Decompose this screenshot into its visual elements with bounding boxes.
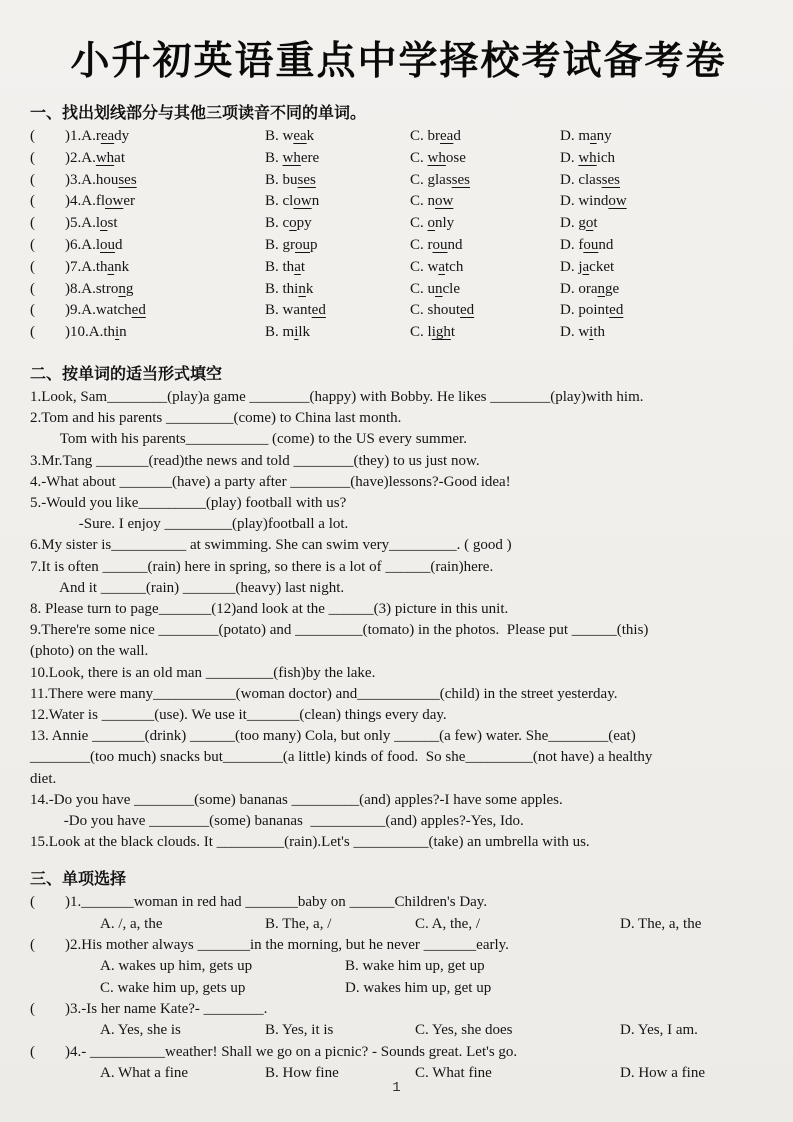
underlined-part: ed (311, 302, 326, 319)
fill-blank-line: 12.Water is _______(use). We use it_______(clean) things every day. (30, 707, 447, 724)
option-c: C. Yes, she does (415, 1022, 513, 1039)
answer-bracket: ( (30, 128, 35, 144)
option-d: D. window (560, 193, 627, 210)
fill-blank-line: diet. (30, 770, 57, 787)
option-a: A. What a fine (100, 1064, 189, 1081)
underlined-part: o (289, 215, 297, 232)
question-row (30, 148, 767, 170)
underlined-part: a (294, 258, 301, 275)
section1-pronunciation-questions (30, 126, 767, 344)
option-c: C. watch (410, 258, 464, 275)
answer-bracket: ( (30, 302, 35, 319)
options-row (100, 1020, 767, 1041)
fill-blank-line: 13. Annie _______(drink) ______(too many) Cola, but only ______(a few) water. She________(eat) (30, 728, 636, 745)
underlined-part: ow (105, 193, 124, 210)
option-b: B. How fine (265, 1064, 339, 1081)
underlined-part: n (435, 280, 443, 297)
option-b: B. The, a, / (265, 915, 332, 932)
underlined-part: i (294, 324, 299, 341)
option-c: C. glasses (410, 171, 471, 188)
option-a: )6.A.loud (65, 236, 123, 253)
underlined-part: a (582, 258, 590, 275)
option-c: C. round (410, 236, 463, 253)
option-c: C. bread (410, 128, 461, 144)
option-b: B. group (265, 236, 318, 253)
fill-blank-line: 8. Please turn to page_______(12)and look at the ______(3) picture in this unit. (30, 601, 509, 617)
question-stem-row (30, 935, 767, 956)
option-b: B. milk (265, 324, 311, 341)
option-d: D. found (560, 236, 614, 253)
option-c: C. only (410, 215, 455, 232)
question-stem-row (30, 1042, 767, 1063)
underlined-part: ed (609, 302, 624, 319)
option-d: D. wakes him up, get up (345, 979, 492, 996)
option-b: B. copy (265, 215, 312, 232)
option-d: D. got (560, 215, 598, 232)
option-b: B. weak (265, 128, 315, 144)
answer-bracket: ( (30, 193, 35, 210)
underlined-part: ou (100, 236, 115, 253)
question-row (30, 279, 767, 301)
fill-blank-line: 3.Mr.Tang _______(read)the news and told ________(they) to us just now. (30, 452, 480, 469)
option-b: B. think (265, 280, 314, 297)
fill-blank-line: 4.-What about _______(have) a party after ________(have)lessons?-Good idea! (30, 473, 511, 490)
question-row (30, 170, 767, 192)
underlined-part: n (298, 280, 306, 297)
underlined-part: wh (95, 149, 115, 166)
underlined-part: a (107, 258, 115, 275)
option-a: )5.A.lost (65, 215, 118, 232)
option-a: )9.A.watched (65, 302, 146, 319)
answer-bracket: ( (30, 236, 35, 253)
fill-blank-line: 15.Look at the black clouds. It _________(rain).Let's __________(take) an umbrella with us. (30, 834, 590, 851)
fill-blank-line: 5.-Would you like_________(play) football with us? (30, 494, 347, 511)
underlined-part: i (115, 324, 120, 341)
option-c: C. What fine (415, 1064, 492, 1081)
option-b: B. wanted (265, 302, 326, 319)
answer-bracket: ( (30, 149, 35, 166)
section3-heading: 三、单项选择 (30, 871, 127, 889)
question-row (30, 257, 767, 279)
question-row (30, 235, 767, 257)
option-b: B. buses (265, 171, 316, 188)
option-a: )4.A.flower (65, 193, 135, 210)
option-b: B. that (265, 258, 306, 275)
page-title: 小升初英语重点中学择校考试备考卷 (70, 39, 727, 84)
question-row (30, 213, 767, 235)
option-a: )1.A.ready (65, 128, 130, 144)
question-stem: )1._______woman in red had _______baby on ______Children's Day. (65, 894, 488, 911)
underlined-part: ed (460, 302, 475, 319)
option-c: C. now (410, 193, 454, 210)
underlined-part: ou (432, 236, 448, 253)
fill-blank-line: 1.Look, Sam________(play)a game ________(happy) with Bobby. He likes ________(play)with him. (30, 388, 644, 405)
fill-blank-line: -Sure. I enjoy _________(play)football a lot. (30, 516, 349, 533)
option-b: B. Yes, it is (265, 1022, 334, 1039)
underlined-part: ed (131, 302, 146, 319)
option-d: D. pointed (560, 302, 624, 319)
section3-multiple-choice (30, 892, 767, 1084)
option-b: B. clown (265, 193, 320, 210)
options-row (100, 914, 767, 935)
option-d: D. many (560, 128, 612, 144)
option-a: )3.A.houses (65, 171, 137, 188)
answer-bracket: ( (30, 1000, 35, 1017)
underlined-part: o (585, 215, 594, 232)
underlined-part: o (100, 215, 108, 232)
fill-blank-line: And it ______(rain) _______(heavy) last night. (30, 579, 345, 596)
underlined-part: ea (293, 128, 307, 144)
fill-blank-line: 6.My sister is__________ at swimming. She can swim very_________. ( good ) (30, 537, 512, 554)
underlined-part: wh (578, 149, 597, 166)
option-d: D. How a fine (620, 1064, 705, 1081)
underlined-part: ses (297, 171, 316, 188)
fill-blank-line: (photo) on the wall. (30, 643, 149, 660)
underlined-part: o (427, 215, 436, 232)
option-c: C. wake him up, gets up (100, 979, 246, 996)
option-a: A. /, a, the (100, 915, 163, 932)
underlined-part: wh (427, 149, 446, 166)
question-stem-row (30, 999, 767, 1020)
option-b: B. where (265, 149, 320, 166)
option-a: A. wakes up him, gets up (100, 958, 253, 975)
underlined-part: i (589, 324, 594, 341)
option-d: D. with (560, 324, 606, 341)
fill-blank-line: 2.Tom and his parents _________(come) to China last month. (30, 410, 402, 427)
question-row (30, 322, 767, 344)
underlined-part: a (438, 258, 446, 275)
underlined-part: wh (282, 149, 301, 166)
section2-heading: 二、按单词的适当形式填空 (30, 365, 223, 383)
underlined-part: n (597, 280, 605, 297)
option-b: B. wake him up, get up (345, 958, 485, 975)
fill-blank-line: 11.There were many___________(woman doctor) and___________(child) in the street yesterday. (30, 685, 618, 702)
answer-bracket: ( (30, 937, 35, 954)
options-row (100, 956, 767, 999)
answer-bracket: ( (30, 280, 35, 297)
underlined-part: ses (118, 171, 137, 188)
fill-blank-line: 14.-Do you have ________(some) bananas _________(and) apples?-I have some apples. (30, 791, 563, 808)
underlined-part: ow (608, 193, 627, 210)
underlined-part: igh (431, 324, 451, 341)
question-row (30, 300, 767, 322)
fill-blank-line: 9.There're some nice ________(potato) and _________(tomato) in the photos. Please put ______(this) (30, 622, 649, 639)
option-c: C. whose (410, 149, 466, 166)
question-stem: )3.-Is her name Kate?- ________. (65, 1000, 268, 1017)
answer-bracket: ( (30, 894, 35, 911)
option-c: C. shouted (410, 302, 475, 319)
underlined-part: ow (293, 193, 312, 210)
question-stem: )2.His mother always _______in the morning, but he never _______early. (65, 937, 509, 954)
section2-fill-blank-lines (30, 387, 767, 853)
option-a: )10.A.thin (65, 324, 127, 341)
question-stem-row (30, 892, 767, 913)
answer-bracket: ( (30, 324, 35, 341)
fill-blank-line: -Do you have ________(some) bananas __________(and) apples?-Yes, Ido. (30, 813, 524, 830)
underlined-part: ou (583, 236, 599, 253)
option-a: A. Yes, she is (100, 1022, 181, 1039)
underlined-part: ses (601, 171, 620, 188)
answer-bracket: ( (30, 258, 35, 275)
option-d: D. The, a, the (620, 915, 702, 932)
underlined-part: ow (435, 193, 454, 210)
option-d: D. Yes, I am. (620, 1022, 698, 1039)
question-row (30, 126, 767, 148)
underlined-part: ea (100, 128, 115, 144)
option-c: C. light (410, 324, 456, 341)
fill-blank-line: 10.Look, there is an old man _________(fish)by the lake. (30, 664, 376, 681)
option-d: D. jacket (560, 258, 615, 275)
option-a: )2.A.what (65, 149, 125, 166)
option-a: )7.A.thank (65, 258, 130, 275)
section1-heading: 一、找出划线部分与其他三项读音不同的单词。 (30, 105, 367, 122)
underlined-part: ou (295, 236, 310, 253)
question-stem: )4.- __________weather! Shall we go on a picnic? - Sounds great. Let's go. (65, 1043, 518, 1060)
underlined-part: a (590, 128, 597, 144)
answer-bracket: ( (30, 215, 35, 232)
option-c: C. uncle (410, 280, 460, 297)
page-number: 1 (392, 1080, 401, 1096)
option-c: C. A, the, / (415, 915, 481, 932)
option-d: D. orange (560, 280, 620, 297)
fill-blank-line: ________(too much) snacks but________(a little) kinds of food. So she_________(not have) a healthy (30, 749, 653, 766)
option-d: D. which (560, 149, 616, 166)
answer-bracket: ( (30, 171, 35, 188)
option-d: D. classes (560, 171, 620, 188)
question-row (30, 191, 767, 213)
underlined-part: ses (451, 171, 471, 188)
underlined-part: ea (440, 128, 454, 144)
answer-bracket: ( (30, 1043, 35, 1060)
option-a: )8.A.strong (65, 280, 134, 297)
underlined-part: n (118, 280, 126, 297)
fill-blank-line: Tom with his parents___________ (come) to the US every summer. (30, 431, 467, 448)
fill-blank-line: 7.It is often ______(rain) here in spring, so there is a lot of ______(rain)here. (30, 558, 494, 575)
